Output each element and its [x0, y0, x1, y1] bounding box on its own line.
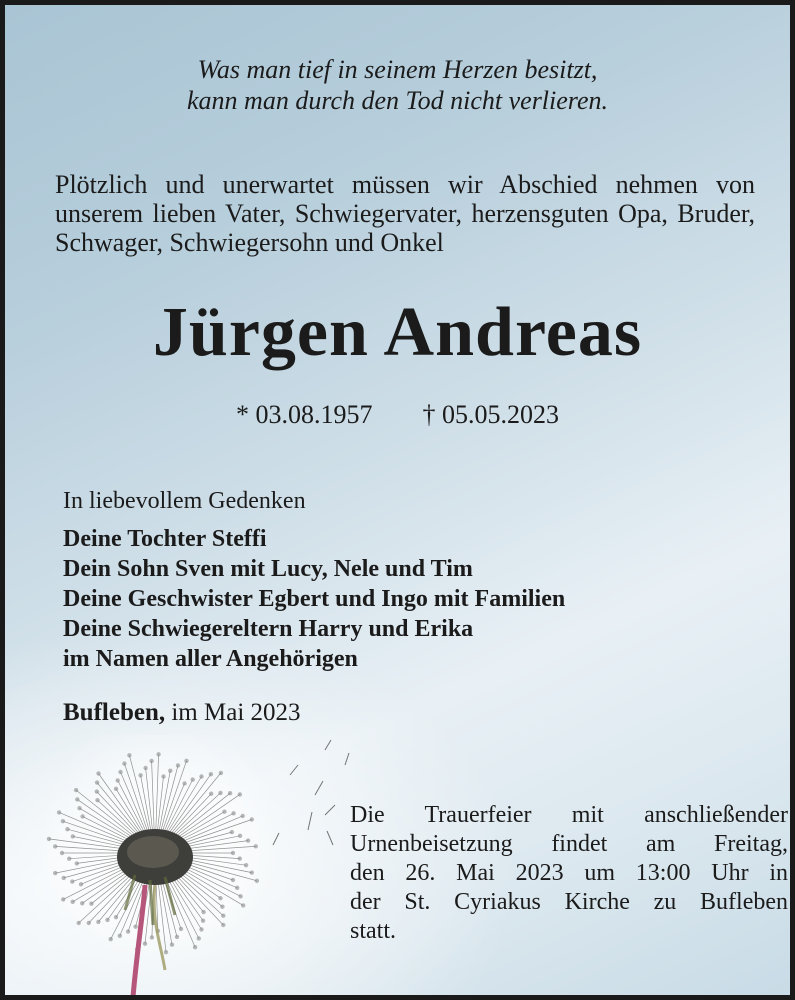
mourner-line: Dein Sohn Sven mit Lucy, Nele und Tim: [63, 556, 473, 582]
service-line: der St. Cyriakus Kirche zu Bufleben: [350, 889, 788, 915]
quote-line-1: Was man tief in seinem Herzen besitzt,: [197, 55, 598, 84]
quote-line-2: kann man durch den Tod nicht verlieren.: [187, 86, 608, 115]
life-dates: [5, 398, 790, 432]
mourner-line: im Namen aller Angehörigen: [63, 646, 358, 672]
mourner-line: Deine Schwiegereltern Harry und Erika: [63, 616, 474, 642]
service-info: [350, 801, 788, 946]
dandelion-icon: [25, 735, 355, 997]
service-line: Urnenbeisetzung findet am Freitag,: [350, 831, 788, 857]
service-line: den 26. Mai 2023 um 13:00 Uhr in: [350, 860, 788, 886]
deceased-name: Jürgen Andreas: [152, 294, 643, 371]
service-line: Die Trauerfeier mit anschließender: [350, 802, 788, 828]
birth-date: * 03.08.1957: [236, 400, 373, 429]
mourner-line: Deine Tochter Steffi: [63, 526, 267, 552]
place-date: im Mai 2023: [171, 699, 301, 726]
memory-line: In liebevollem Gedenken: [63, 488, 306, 514]
place-and-date: [63, 697, 301, 729]
memorial-quote: [5, 54, 790, 116]
mourners-list: [63, 524, 565, 674]
announcement-text: Plötzlich und unerwartet müssen wir Abschied nehmen von unserem lieben Vater, Schwiegervater, herzensguten Opa, Bruder, Schwager, Schwiegersohn und Onkel: [55, 170, 755, 257]
mourner-line: Deine Geschwister Egbert und Ingo mit Familien: [63, 586, 566, 612]
service-line: statt.: [350, 918, 396, 944]
place-town: Bufleben,: [63, 699, 166, 726]
death-date: † 05.05.2023: [422, 400, 559, 429]
